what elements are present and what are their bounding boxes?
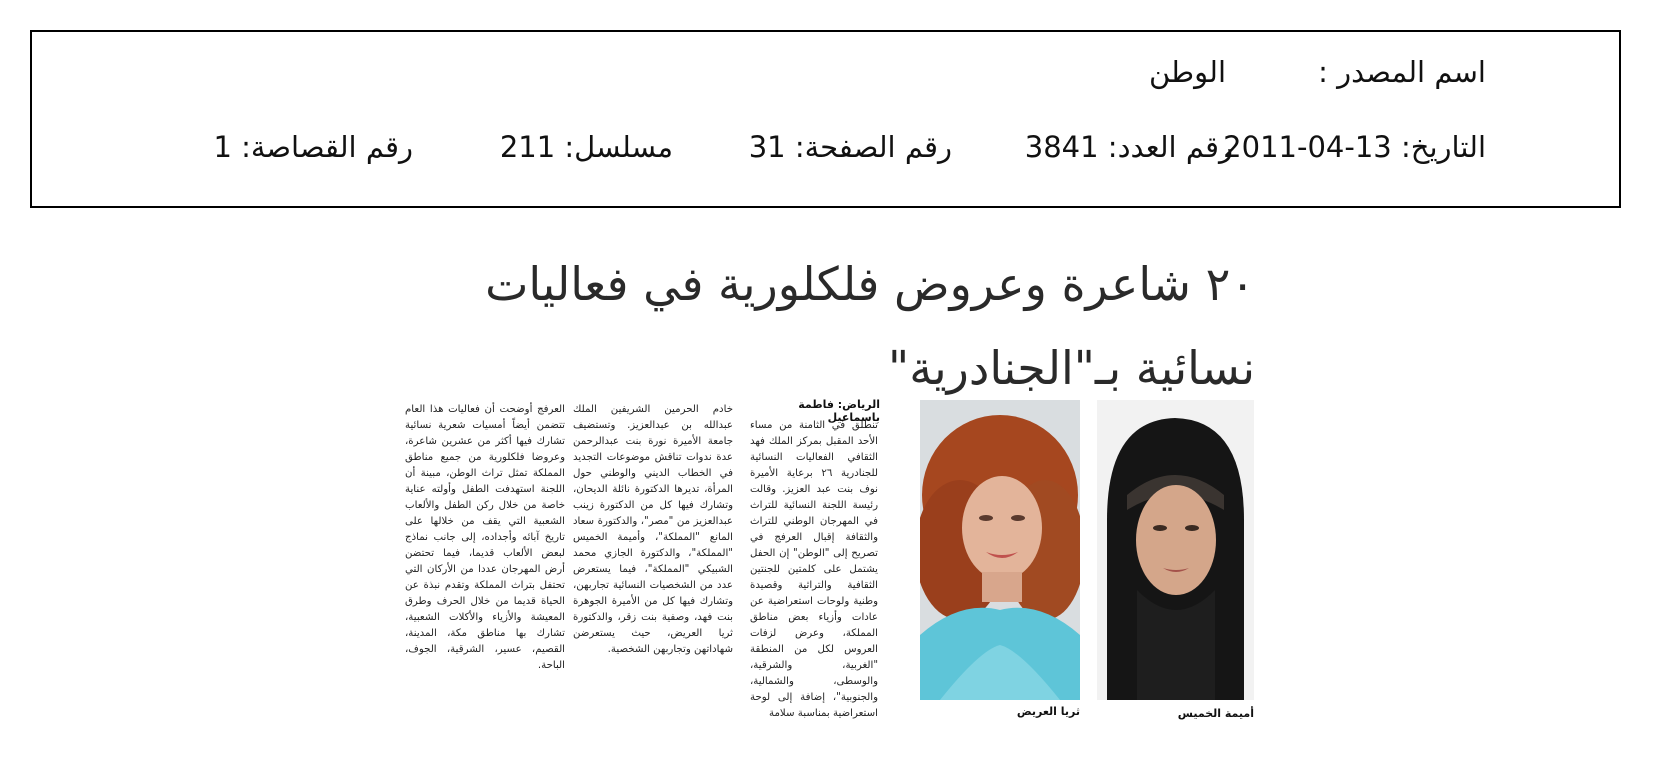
serial-field: مسلسل: 211	[499, 130, 673, 164]
issue-field: رقم العدد: 3841	[1024, 130, 1233, 164]
source-value: الوطن	[1148, 55, 1226, 89]
page-field: رقم الصفحة: 31	[748, 130, 952, 164]
portrait-photo-thurayya	[920, 400, 1080, 700]
clip-number-field: رقم القصاصة: 1	[213, 130, 413, 164]
photo-caption-left: ثريا العريض	[1016, 705, 1080, 718]
article-column-2: خادم الحرمين الشريفين الملك عبدالله بن عبدالعزيز. وتستضيف جامعة الأميرة نورة بنت عبدالرحمن عدة ندوات تناقش موضوعات التجديد في الخطاب الديني والوطني حول المرأة، تديرها الدكتورة نائلة الديحان، وتشارك فيها كل من الدكتورة زينب عبدالعزيز من "مصر"، والدكتورة سعاد المانع "المملكة"، وأميمة الخميس "المملكة"، والدكتورة الجازي محمد الشبيكي "المملكة"، فيما يستعرض عدد من الشخصيات النسائية تجاربهن، وتشارك فيها كل من الأميرة الجوهرة بنت فهد، وصفية بنت زقر، والدكتورة ثريا العريض، حيث يستعرضن شهاداتهن وتجاربهن الشخصية.	[573, 404, 733, 655]
portrait-omaima-image	[1097, 400, 1254, 700]
article-column-1: تنطلق في الثامنة من مساء الأحد المقبل بمركز الملك فهد الثقافي الفعاليات النسائية للجنادرية ٢٦ برعاية الأميرة نوف بنت عبد العزيز. وقالت رئيسة اللجنة النسائية للتراث في المهرجان الوطني للتراث والثقافة إقبال العرفج في تصريح إلى "الوطن" إن الحفل يشتمل على كلمتين للجنتين الثقافية والتراثية وقصيدة وطنية ولوحات استعراضية عن عادات وأزياء بعض مناطق المملكة، وعرض لزفات العروس لكل من المنطقة "الغربية، والشرقية، والوسطى، والشمالية، والجنوبية"، إضافة إلى لوحة استعراضية بمناسبة سلامة	[750, 420, 878, 719]
date-field: التاريخ: 13-04-2011	[1223, 130, 1486, 164]
portrait-photo-omaima	[1097, 400, 1254, 700]
article-column-3: العرفج أوضحت أن فعاليات هذا العام تتضمن أيضاً أمسيات شعرية نسائية تشارك فيها أكثر من عشرين شاعرة، وعروضا فلكلورية من جميع مناطق المملكة تمثل تراث الوطن، مبينة أن اللجنة استهدفت الطفل وأولته عناية خاصة من خلال ركن الطفل والألعاب الشعبية التي يقف من خلالها على تاريخ آبائه وأجداده، إلى جانب نماذج لبعض الألعاب قديما، فيما تحتضن أرض المهرجان عددا من الأركان التي تحتفل بتراث المملكة وتقدم نبذة عن الحياة قديما من خلال الحرف وطرق المعيشة والأزياء والأكلات الشعبية، تشارك بها مناطق مكة، المدينة، القصيم، عسير، الشرقية، الجوف، الباحة.	[405, 404, 565, 671]
headline-line-2: نسائية بـ"الجنادرية"	[888, 341, 1255, 395]
source-label: اسم المصدر :	[1318, 55, 1486, 89]
portrait-thurayya-image	[920, 400, 1080, 700]
headline-line-1: ٢٠ شاعرة وعروض فلكلورية في فعاليات	[485, 257, 1255, 311]
byline: الرياض: فاطمة باسماعيل	[798, 398, 880, 424]
photo-caption-right: أميمة الخميس	[1177, 707, 1254, 720]
article-headline	[405, 242, 1255, 410]
